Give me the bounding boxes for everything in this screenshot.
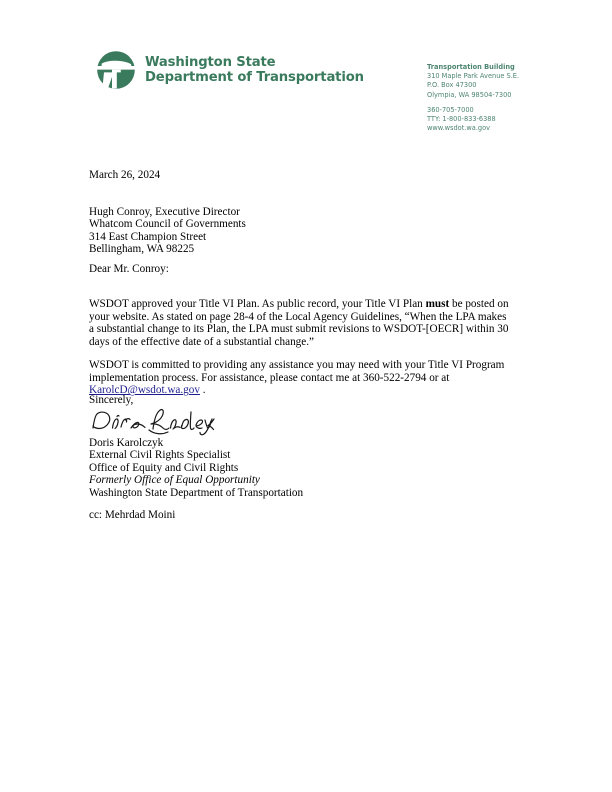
wordmark-line-1: Washington State: [145, 54, 276, 70]
paragraph-1-bold-word: must: [425, 298, 450, 311]
recipient-name-title: Hugh Conroy, Executive Director: [89, 206, 240, 218]
salutation: Dear Mr. Conroy:: [89, 263, 169, 275]
recipient-organization: Whatcom Council of Governments: [89, 218, 246, 231]
paragraph-1-text-after-bold: be posted on your website. As stated on page 28-4 of the Local Agency Guidelines, “When the LPA makes a substantial change to its Plan, the LPA must submit revisions to WSDOT-[OECR] within 30 days of the effective date of a substantial change.”: [89, 298, 509, 348]
wordmark-line-2: Department of Transportation: [145, 70, 364, 85]
closing-salutation: Sincerely,: [89, 394, 134, 406]
signer-block: [89, 437, 303, 499]
recipient-address-block: [89, 206, 246, 256]
letterhead: [0, 0, 612, 150]
signer-agency: Washington State Department of Transportation: [89, 486, 304, 499]
signer-office: Office of Equity and Civil Rights: [89, 461, 239, 474]
address-po-box: P.O. Box 47300: [427, 81, 477, 90]
signature-image: [89, 406, 219, 438]
signer-name: Doris Karolczyk: [89, 437, 164, 449]
signer-title: External Civil Rights Specialist: [89, 449, 231, 462]
agency-address-block: [427, 63, 519, 133]
body-paragraph-1: [89, 298, 513, 348]
signer-former-office: Formerly Office of Equal Opportunity: [89, 474, 260, 487]
address-street: 310 Maple Park Avenue S.E.: [427, 72, 520, 81]
wsdot-wordmark: [145, 55, 364, 85]
letter-date: March 26, 2024: [89, 169, 161, 181]
recipient-city-state-zip: Bellingham, WA 98225: [89, 243, 195, 256]
address-phone: 360-705-7000: [427, 105, 474, 114]
wsdot-logo: [96, 50, 364, 90]
address-tty: TTY: 1-800-833-6388: [427, 115, 496, 124]
address-city-state-zip: Olympia, WA 98504-7300: [427, 90, 512, 99]
cc-line: cc: Mehrdad Moini: [89, 509, 176, 521]
address-website: www.wsdot.wa.gov: [427, 124, 491, 133]
paragraph-2-text-after-link: .: [199, 384, 206, 397]
body-paragraph-2: [89, 359, 513, 397]
contact-email-link[interactable]: KarolcD@wsdot.wa.gov: [89, 384, 200, 397]
paragraph-1-text-before-bold: WSDOT approved your Title VI Plan. As public record, your Title VI Plan: [89, 298, 426, 311]
paragraph-2-text-before-link: WSDOT is committed to providing any assistance you may need with your Title VI Program implementation process. For assistance, please contact me at 360-522-2794 or at: [89, 359, 505, 384]
recipient-street: 314 East Champion Street: [89, 230, 207, 243]
wsdot-circle-highway-logo: [96, 50, 136, 90]
address-building: Transportation Building: [427, 63, 515, 71]
